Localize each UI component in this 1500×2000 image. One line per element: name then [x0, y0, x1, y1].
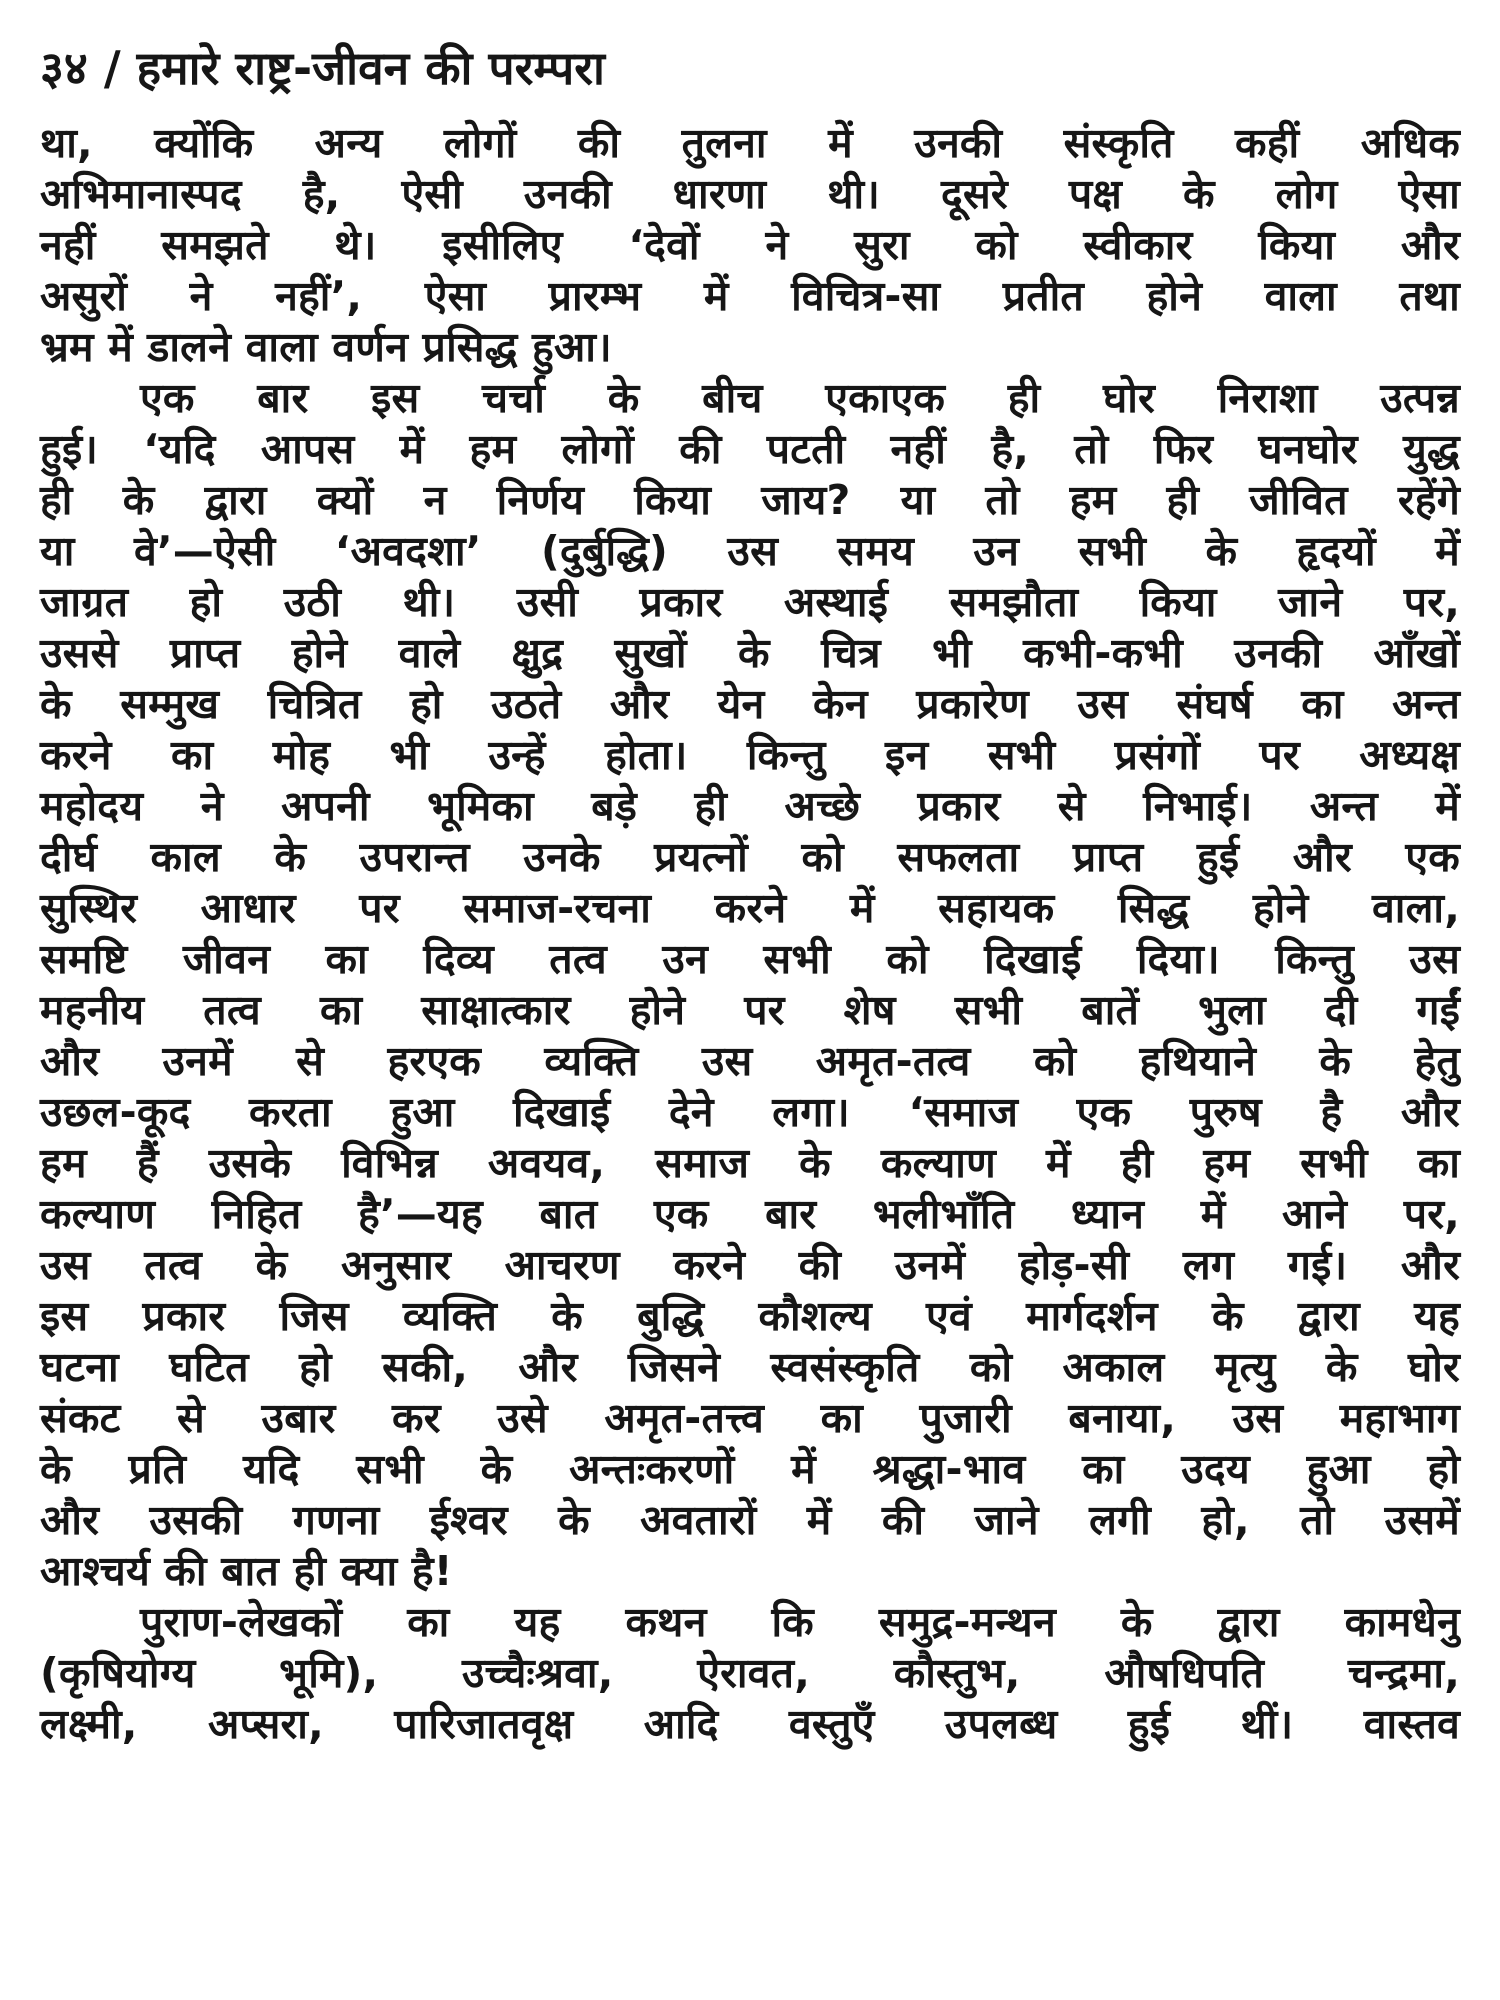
text-line: नहीं समझते थे। इसीलिए ‘देवों ने सुरा को स्वीकार किया और — [40, 221, 1460, 269]
text-line: ही के द्वारा क्यों न निर्णय किया जाय? या तो हम ही जीवित रहेंगे — [40, 476, 1461, 524]
text-line: जाग्रत हो उठी थी। उसी प्रकार अस्थाई समझौता किया जाने पर, — [40, 578, 1461, 626]
page-header: ३४ / हमारे राष्ट्र-जीवन की परम्परा — [40, 41, 605, 95]
text-line: महोदय ने अपनी भूमिका बड़े ही अच्छे प्रकार से निभाई। अन्त में — [40, 782, 1460, 830]
text-line: महनीय तत्व का साक्षात्कार होने पर शेष सभी बातें भुला दी गईं — [40, 986, 1461, 1034]
text-line: हुई। ‘यदि आपस में हम लोगों की पटती नहीं है, तो फिर घनघोर युद्ध — [40, 425, 1460, 473]
text-line: उस तत्व के अनुसार आचरण करने की उनमें होड़-सी लग गई। और — [40, 1241, 1461, 1289]
text-line: (कृषियोग्य भूमि), उच्चैःश्रवा, ऐरावत, कौस्तुभ, औषधिपति चन्द्रमा, — [40, 1649, 1461, 1697]
text-line: अभिमानास्पद है, ऐसी उनकी धारणा थी। दूसरे पक्ष के लोग ऐसा — [40, 170, 1460, 218]
body-text — [40, 118, 1470, 1750]
text-line: समष्टि जीवन का दिव्य तत्व उन सभी को दिखाई दिया। किन्तु उस — [40, 935, 1460, 983]
text-line: भ्रम में डालने वाला वर्णन प्रसिद्ध हुआ। — [40, 323, 612, 371]
text-line: के सम्मुख चित्रित हो उठते और येन केन प्रकारेण उस संघर्ष का अन्त — [40, 680, 1461, 728]
text-line: और उसकी गणना ईश्वर के अवतारों में की जाने लगी हो, तो उसमें — [40, 1496, 1460, 1544]
text-line: करने का मोह भी उन्हें होता। किन्तु इन सभी प्रसंगों पर अध्यक्ष — [40, 731, 1460, 779]
text-line: दीर्घ काल के उपरान्त उनके प्रयत्नों को सफलता प्राप्त हुई और एक — [40, 833, 1460, 881]
text-line: उससे प्राप्त होने वाले क्षुद्र सुखों के चित्र भी कभी-कभी उनकी आँखों — [40, 629, 1460, 677]
text-line: लक्ष्मी, अप्सरा, पारिजातवृक्ष आदि वस्तुएँ उपलब्ध हुई थीं। वास्तव — [40, 1700, 1461, 1748]
text-line: इस प्रकार जिस व्यक्ति के बुद्धि कौशल्य एवं मार्गदर्शन के द्वारा यह — [40, 1292, 1461, 1340]
text-line: था, क्योंकि अन्य लोगों की तुलना में उनकी संस्कृति कहीं अधिक — [40, 119, 1460, 167]
text-line: कल्याण निहित है’—यह बात एक बार भलीभाँति ध्यान में आने पर, — [40, 1190, 1460, 1238]
text-line: हम हैं उसके विभिन्न अवयव, समाज के कल्याण में ही हम सभी का — [40, 1139, 1461, 1187]
text-line: पुराण-लेखकों का यह कथन कि समुद्र-मन्थन के द्वारा कामधेनु — [140, 1598, 1461, 1646]
text-line: या वे’—ऐसी ‘अवदशा’ (दुर्बुद्धि) उस समय उन सभी के हृदयों में — [40, 527, 1460, 575]
text-line: संकट से उबार कर उसे अमृत-तत्त्व का पुजारी बनाया, उस महाभाग — [40, 1394, 1460, 1442]
text-line: असुरों ने नहीं’, ऐसा प्रारम्भ में विचित्र-सा प्रतीत होने वाला तथा — [40, 272, 1460, 320]
text-line: और उनमें से हरएक व्यक्ति उस अमृत-तत्व को हथियाने के हेतु — [40, 1037, 1460, 1085]
text-line: घटना घटित हो सकी, और जिसने स्वसंस्कृति को अकाल मृत्यु के घोर — [40, 1343, 1460, 1391]
text-line: एक बार इस चर्चा के बीच एकाएक ही घोर निराशा उत्पन्न — [140, 374, 1460, 422]
text-line: सुस्थिर आधार पर समाज-रचना करने में सहायक सिद्ध होने वाला, — [40, 884, 1460, 932]
text-line: आश्चर्य की बात ही क्या है! — [40, 1547, 453, 1595]
text-line: के प्रति यदि सभी के अन्तःकरणों में श्रद्धा-भाव का उदय हुआ हो — [40, 1445, 1461, 1493]
text-line: उछल-कूद करता हुआ दिखाई देने लगा। ‘समाज एक पुरुष है और — [40, 1088, 1460, 1136]
